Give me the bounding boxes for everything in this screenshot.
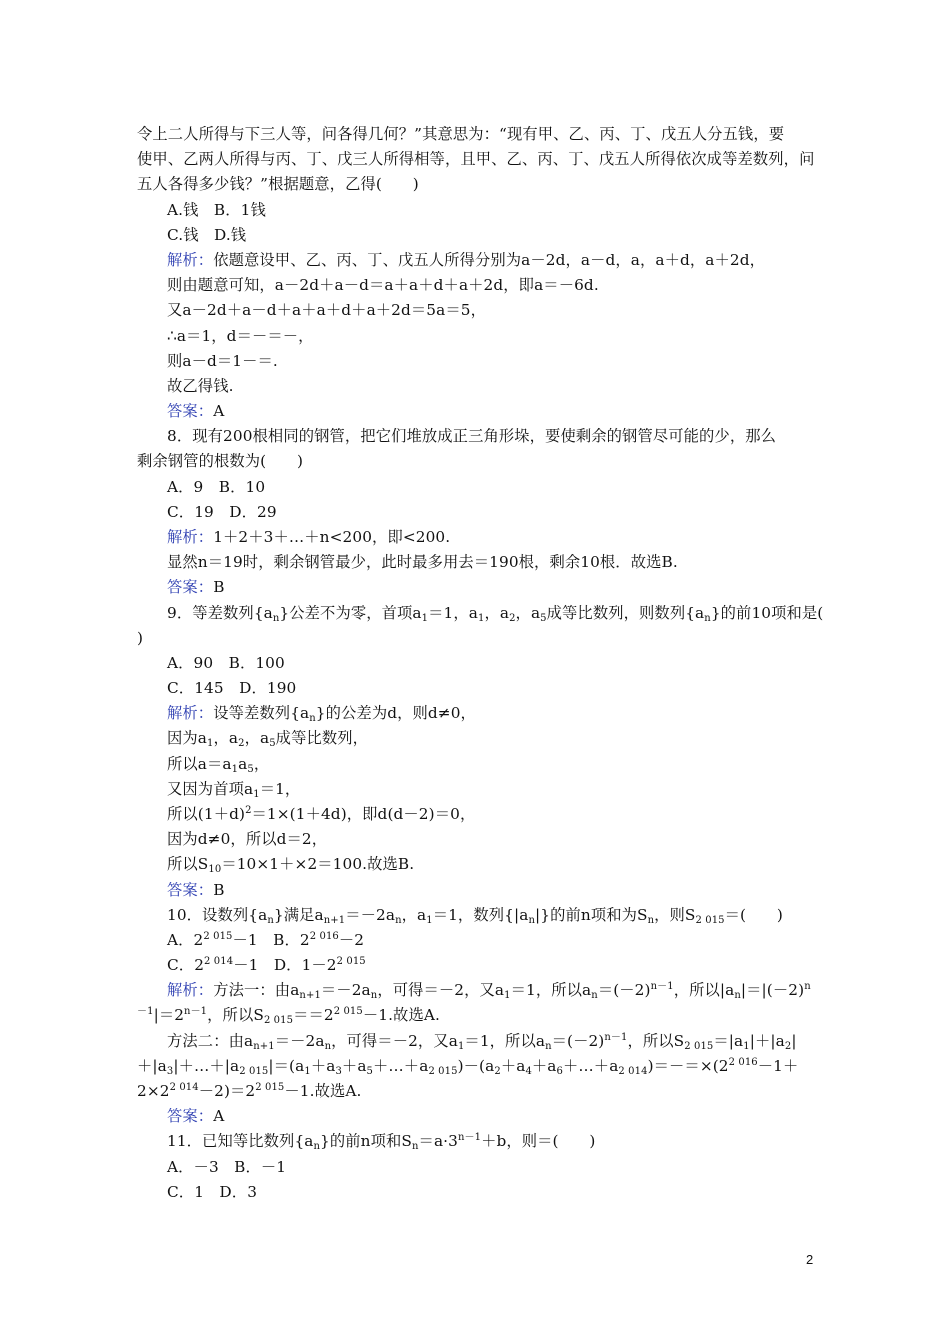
script-text: n — [704, 613, 711, 624]
text-line — [167, 980, 847, 1000]
script-text: n — [528, 915, 535, 926]
text-span: ＝＝2 — [293, 1006, 334, 1024]
text-span: |＋|a — [749, 1032, 785, 1050]
text-span: ＝|a — [713, 1032, 744, 1050]
text-span: －2 — [338, 931, 365, 949]
text-span: ，a — [515, 604, 541, 622]
text-span: B — [213, 881, 225, 899]
text-span: 8．现有200根相同的钢管，把它们堆放成正三角形垛，要使剩余的钢管尽可能的少，那么 — [167, 427, 777, 445]
text-span: 10．设数列{a — [167, 906, 268, 924]
text-line — [167, 200, 847, 220]
text-span: B — [213, 578, 225, 596]
text-span: ＝1，a — [428, 604, 478, 622]
script-text: n — [545, 1041, 552, 1052]
text-span: 方法一：由a — [213, 981, 300, 999]
text-span: 因为a — [167, 729, 208, 747]
page-number: 2 — [806, 1252, 814, 1267]
text-span: －1 D．1－2 — [233, 956, 337, 974]
text-span: A．9 B．10 — [167, 478, 266, 496]
text-span: ，a — [484, 604, 510, 622]
answer-label: 答案： — [167, 402, 214, 420]
script-text: 2 016 — [309, 931, 339, 942]
text-line — [167, 779, 847, 799]
text-span: ＝1×(1＋4d)，即d(d－2)＝0， — [251, 805, 476, 823]
text-span: －1＋ — [757, 1057, 799, 1075]
text-span: ＝1， — [259, 780, 301, 798]
answer-label: 解析： — [167, 251, 214, 269]
text-span: ＋a — [531, 1057, 557, 1075]
script-text: n+1 — [323, 915, 346, 926]
script-text: n+1 — [299, 990, 321, 1001]
text-span: 方法二：由a — [167, 1032, 254, 1050]
text-span: ， — [253, 755, 270, 773]
text-span: ＝1，所以a — [464, 1032, 546, 1050]
script-text: 2 — [784, 1041, 792, 1052]
text-span: |＝(a — [268, 1057, 305, 1075]
text-line — [137, 124, 817, 144]
script-text: 2 014 — [618, 1066, 648, 1077]
text-span: A.钱 B．1钱 — [167, 201, 266, 219]
text-span: a — [238, 755, 248, 773]
text-span: ＋a — [310, 1057, 336, 1075]
script-text: n — [647, 915, 655, 926]
text-line — [167, 326, 847, 346]
text-line — [167, 955, 847, 975]
script-text: 3 — [335, 1066, 342, 1077]
script-text: 1 — [304, 1066, 311, 1077]
script-text: n — [370, 990, 378, 1001]
text-span: }满足a — [273, 906, 324, 924]
text-span: |}的前n项和为S — [534, 906, 648, 924]
text-span: |＋…＋|a — [173, 1057, 240, 1075]
text-span: A．－3 B．－1 — [167, 1158, 287, 1176]
text-span: |＝|(－2) — [740, 981, 805, 999]
text-span: ，所以S — [627, 1032, 685, 1050]
script-text: 2 — [238, 738, 245, 749]
text-span: 成等比数列， — [275, 729, 369, 747]
text-line — [167, 1106, 847, 1126]
text-span: 1＋2＋3＋…＋n<200，即<200. — [213, 528, 451, 546]
text-span: C．145 D．190 — [167, 679, 297, 697]
script-text: 2 015 — [428, 1066, 458, 1077]
script-text: 1 — [426, 915, 433, 926]
text-line — [167, 653, 847, 673]
text-line — [167, 854, 847, 874]
script-text: 5 — [540, 613, 547, 624]
script-text: 2 015 — [336, 956, 366, 967]
text-span: ＝－2a — [274, 1032, 325, 1050]
text-span: 剩余钢管的根数为( ) — [137, 452, 304, 470]
text-span: }的前n项和S — [320, 1132, 412, 1150]
script-text: 1 — [504, 990, 511, 1001]
script-text: 1 — [253, 789, 260, 800]
text-line — [137, 1005, 817, 1025]
text-span: 所以a＝a — [167, 755, 232, 773]
script-text: n－1 — [604, 1032, 628, 1043]
text-span: 又a－2d＋a－d＋a＋a＋d＋a＋2d＝5a＝5， — [167, 301, 486, 319]
text-span: ，a — [213, 729, 239, 747]
text-span: ＋…＋a — [563, 1057, 619, 1075]
answer-label: 解析： — [167, 981, 214, 999]
text-span: A．2 — [167, 931, 204, 949]
text-span: 又因为首项a — [167, 780, 254, 798]
text-span: 依题意设甲、乙、丙、丁、戊五人所得分别为a－2d，a－d，a，a＋d，a＋2d， — [213, 251, 766, 269]
text-span: ＝－2a — [320, 981, 371, 999]
script-text: n — [313, 1141, 321, 1152]
script-text: n — [412, 1141, 419, 1152]
text-span: －2)＝2 — [198, 1082, 256, 1100]
text-span: 2×2 — [137, 1082, 170, 1100]
text-span: ，则S — [654, 906, 696, 924]
script-text: n－1 — [457, 1132, 482, 1143]
text-line — [167, 804, 847, 824]
text-span: A — [213, 1107, 225, 1125]
script-text: －1 — [137, 1006, 154, 1017]
text-line — [167, 829, 847, 849]
text-line — [167, 351, 847, 371]
text-span: )＝－＝×(2 — [647, 1057, 729, 1075]
answer-label: 解析： — [167, 704, 214, 722]
text-span: ＝1，数列{|a — [432, 906, 529, 924]
text-line — [167, 577, 847, 597]
text-span: 使甲、乙两人所得与丙、丁、戊三人所得相等，且甲、乙、丙、丁、戊五人所得依次成等差数列，问 — [137, 150, 815, 168]
text-line — [137, 149, 817, 169]
text-span: ＋b，则＝( ) — [481, 1132, 596, 1150]
text-line — [167, 754, 847, 774]
text-span: 11．已知等比数列{a — [167, 1132, 314, 1150]
script-text: 10 — [208, 864, 222, 875]
script-text: 2 — [245, 805, 252, 816]
text-span: ＝(－2) — [597, 981, 651, 999]
text-line — [137, 628, 817, 648]
text-span: －1 B．2 — [232, 931, 310, 949]
text-line — [167, 502, 847, 522]
script-text: 2 015 — [684, 1041, 714, 1052]
text-span: ＝a·3 — [418, 1132, 458, 1150]
script-text: 2 015 — [695, 915, 725, 926]
text-line — [167, 275, 847, 295]
text-span: ＝( ) — [724, 906, 783, 924]
script-text: n — [395, 915, 402, 926]
text-span: ＋a — [341, 1057, 367, 1075]
text-line — [167, 1157, 847, 1177]
text-span: ＝－2a — [345, 906, 396, 924]
text-span: ，a — [244, 729, 270, 747]
text-line — [167, 728, 847, 748]
script-text: n — [734, 990, 741, 1001]
text-span: 因为d≠0，所以d＝2， — [167, 830, 328, 848]
text-span: 显然n＝19时，剩余钢管最少，此时最多用去＝190根，剩余10根．故选B. — [167, 553, 678, 571]
text-span: }公差不为零，首项a — [279, 604, 422, 622]
text-span: －1.故选A. — [362, 1006, 440, 1024]
text-line — [167, 401, 847, 421]
text-span: ，a — [401, 906, 427, 924]
text-span: ∴a＝1，d＝－＝－， — [167, 327, 314, 345]
text-span: ＋a — [500, 1057, 526, 1075]
text-span: |＝2 — [153, 1006, 185, 1024]
text-span: 成等比数列，则数列{a — [546, 604, 705, 622]
text-span: }的前10项和是( — [710, 604, 824, 622]
text-span: C.钱 D.钱 — [167, 226, 247, 244]
text-span: 五人各得多少钱？”根据题意，乙得( ) — [137, 175, 419, 193]
script-text: 1 — [207, 738, 214, 749]
text-line — [167, 880, 847, 900]
text-span: ＝10×1＋×2＝100.故选B. — [221, 855, 415, 873]
script-text: n+1 — [253, 1041, 275, 1052]
script-text: 1 — [477, 613, 485, 624]
text-span: ，可得＝－2，又a — [377, 981, 505, 999]
text-span: 则a－d＝1－＝. — [167, 352, 278, 370]
text-line — [167, 1182, 847, 1202]
text-span: | — [791, 1032, 797, 1050]
text-line — [167, 1131, 847, 1151]
text-line — [137, 1081, 817, 1101]
text-line — [167, 905, 847, 925]
script-text: n — [804, 981, 811, 992]
text-span: 令上二人所得与下三人等，问各得几何？”其意思为：“现有甲、乙、丙、丁、戊五人分五钱，要 — [137, 125, 785, 143]
script-text: 4 — [525, 1066, 532, 1077]
text-span: A — [213, 402, 225, 420]
script-text: 2 015 — [203, 931, 233, 942]
text-span: ，所以|a — [673, 981, 735, 999]
text-line — [167, 678, 847, 698]
script-text: 3 — [166, 1066, 174, 1077]
script-text: n－1 — [184, 1006, 208, 1017]
text-line — [167, 552, 847, 572]
text-span: ＝1，所以a — [510, 981, 592, 999]
text-span: 所以(1＋d) — [167, 805, 246, 823]
text-line — [167, 376, 847, 396]
script-text: 2 — [494, 1066, 501, 1077]
text-span: ，可得＝－2，又a — [331, 1032, 458, 1050]
script-text: 1 — [743, 1041, 750, 1052]
text-line — [167, 477, 847, 497]
text-span: ，所以S — [207, 1006, 264, 1024]
text-span: C．19 D．29 — [167, 503, 277, 521]
script-text: 2 015 — [239, 1066, 269, 1077]
text-line — [167, 300, 847, 320]
answer-label: 答案： — [167, 578, 214, 596]
script-text: n－1 — [650, 981, 674, 992]
text-span: ) — [137, 629, 144, 647]
script-text: 2 015 — [263, 1015, 294, 1026]
text-line — [167, 250, 847, 270]
script-text: n — [267, 915, 274, 926]
script-text: 2 — [509, 613, 516, 624]
text-span: 9．等差数列{a — [167, 604, 273, 622]
answer-label: 答案： — [167, 1107, 214, 1125]
script-text: n — [309, 713, 316, 724]
script-text: 1 — [421, 613, 429, 624]
text-span: C．1 D．3 — [167, 1183, 258, 1201]
text-line — [137, 451, 817, 471]
text-line — [167, 703, 847, 723]
text-line — [137, 1056, 817, 1076]
text-span: 设等差数列{a — [213, 704, 310, 722]
text-line — [167, 603, 847, 623]
text-span: －1.故选A. — [284, 1082, 362, 1100]
text-span: }的公差为d，则d≠0， — [315, 704, 476, 722]
script-text: 5 — [269, 738, 276, 749]
text-line — [167, 1031, 847, 1051]
script-text: 6 — [556, 1066, 563, 1077]
text-span: C．2 — [167, 956, 205, 974]
script-text: 2 015 — [255, 1082, 285, 1093]
text-line — [167, 527, 847, 547]
text-span: ＋…＋a — [373, 1057, 429, 1075]
script-text: n — [324, 1041, 332, 1052]
text-span: 则由题意可知，a－2d＋a－d＝a＋a＋d＋a＋2d，即a＝－6d. — [167, 276, 599, 294]
script-text: 2 015 — [333, 1006, 363, 1017]
answer-label: 答案： — [167, 881, 214, 899]
script-text: 5 — [366, 1066, 374, 1077]
text-span: )－(a — [457, 1057, 495, 1075]
script-text: 1 — [231, 764, 239, 775]
text-span: 故乙得钱. — [167, 377, 234, 395]
script-text: 1 — [457, 1041, 465, 1052]
text-line — [167, 225, 847, 245]
text-span: ＝(－2) — [551, 1032, 605, 1050]
script-text: 5 — [247, 764, 254, 775]
script-text: 2 014 — [204, 956, 234, 967]
text-line — [167, 426, 847, 446]
text-line — [137, 174, 817, 194]
text-line — [167, 930, 847, 950]
text-span: A．90 B．100 — [167, 654, 285, 672]
script-text: 2 016 — [728, 1057, 758, 1068]
script-text: n — [272, 613, 280, 624]
script-text: 2 014 — [169, 1082, 199, 1093]
answer-label: 解析： — [167, 528, 214, 546]
text-span: 所以S — [167, 855, 209, 873]
text-span: ＋|a — [137, 1057, 167, 1075]
script-text: n — [591, 990, 598, 1001]
